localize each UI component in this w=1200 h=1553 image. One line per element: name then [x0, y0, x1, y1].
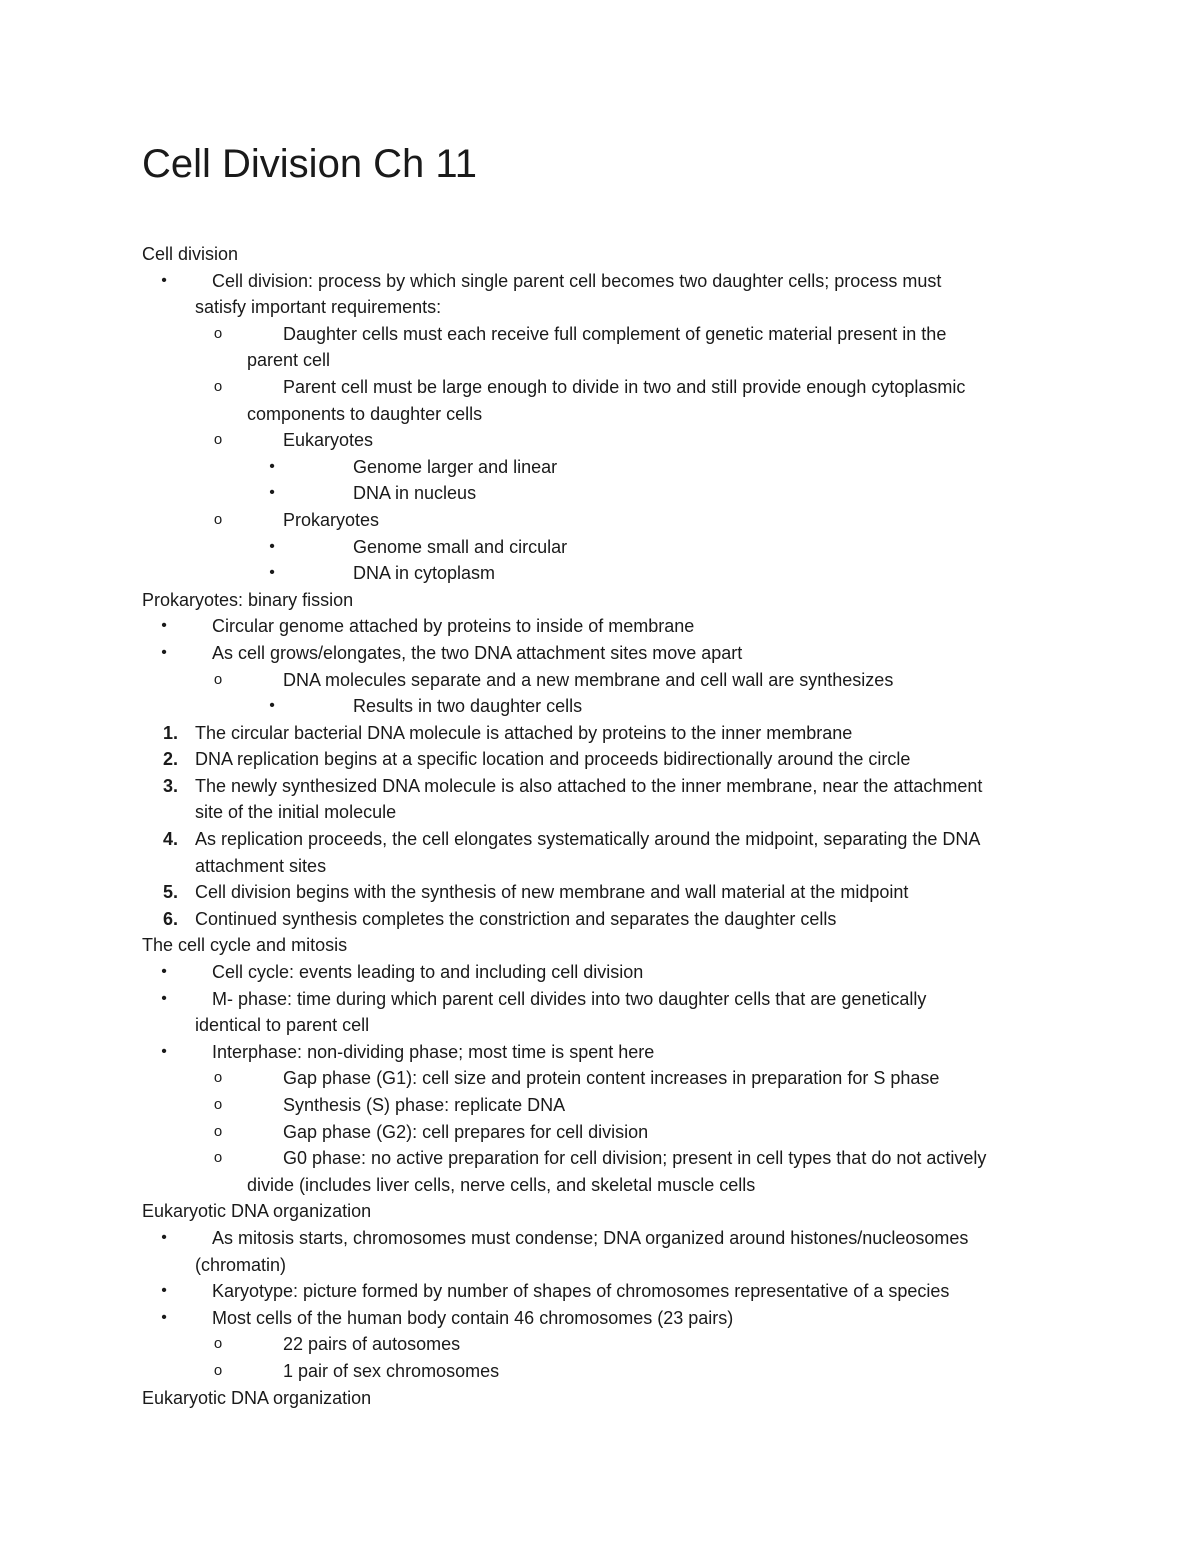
list-item	[0, 1331, 1200, 1358]
circle-bullet-icon: o	[213, 431, 223, 449]
section-heading	[0, 241, 1200, 268]
numbered-item-text: Continued synthesis completes the constriction and separates the daughter cells	[195, 908, 837, 929]
document-body	[0, 241, 1200, 1411]
list-item	[0, 454, 1200, 481]
list-item	[0, 1065, 1200, 1092]
numbered-item	[0, 826, 1200, 853]
step-number: 3.	[162, 775, 178, 796]
section-heading-text: Cell division	[142, 244, 239, 264]
list-item-text: Gap phase (G2): cell prepares for cell division	[283, 1121, 649, 1142]
bullet-icon: •	[269, 484, 275, 502]
list-item-text: (chromatin)	[195, 1254, 287, 1275]
bullet-icon: •	[269, 564, 275, 582]
numbered-item	[0, 720, 1200, 747]
list-item-continuation	[0, 1172, 1200, 1199]
numbered-item	[0, 906, 1200, 933]
step-number: 2.	[162, 749, 178, 770]
list-item-text: Daughter cells must each receive full complement of genetic material present in the	[283, 323, 947, 344]
list-item-text: Gap phase (G1): cell size and protein content increases in preparation for S phase	[283, 1068, 940, 1089]
numbered-item-text: As replication proceeds, the cell elongates systematically around the midpoint, separating the DNA	[195, 829, 981, 850]
list-item	[0, 321, 1200, 348]
list-item	[0, 667, 1200, 694]
list-item-text: Cell division: process by which single parent cell becomes two daughter cells; process must	[212, 270, 942, 291]
bullet-icon: •	[269, 457, 275, 475]
numbered-item	[0, 773, 1200, 800]
numbered-item-text: The newly synthesized DNA molecule is also attached to the inner membrane, near the attachment	[195, 775, 983, 796]
circle-bullet-icon: o	[213, 1335, 223, 1353]
circle-bullet-icon: o	[213, 1096, 223, 1113]
section-heading-text: Eukaryotic DNA organization	[142, 1201, 372, 1222]
list-item-text: DNA in nucleus	[353, 483, 477, 504]
step-number: 1.	[162, 722, 178, 743]
list-item-continuation	[0, 1252, 1200, 1279]
list-item-text: identical to parent cell	[195, 1015, 370, 1036]
list-item	[0, 613, 1200, 640]
list-item	[0, 959, 1200, 986]
list-item	[0, 1305, 1200, 1332]
list-item-text: Interphase: non-dividing phase; most time is spent here	[212, 1041, 655, 1062]
circle-bullet-icon: o	[213, 377, 223, 395]
list-item-continuation	[0, 1012, 1200, 1039]
circle-bullet-icon: o	[213, 1149, 223, 1167]
list-item	[0, 986, 1200, 1013]
list-item-text: Eukaryotes	[283, 430, 374, 451]
section-heading-text: The cell cycle and mitosis	[142, 935, 348, 956]
list-item-continuation	[0, 347, 1200, 374]
list-item	[0, 534, 1200, 561]
circle-bullet-icon: o	[213, 670, 223, 688]
numbered-item-continuation	[0, 853, 1200, 880]
list-item	[0, 268, 1200, 295]
list-item-text: DNA in cytoplasm	[353, 563, 496, 584]
circle-bullet-icon: o	[213, 324, 223, 342]
list-item	[0, 1145, 1200, 1172]
bullet-icon: •	[161, 1308, 167, 1326]
list-item-text: components to daughter cells	[247, 403, 483, 424]
section-heading	[0, 1385, 1200, 1412]
list-item	[0, 1278, 1200, 1305]
list-item	[0, 1225, 1200, 1252]
list-item-text: 22 pairs of autosomes	[283, 1334, 461, 1355]
list-item-text: M- phase: time during which parent cell divides into two daughter cells that are genetically	[212, 988, 927, 1009]
list-item-text: Most cells of the human body contain 46 chromosomes (23 pairs)	[212, 1307, 734, 1328]
step-number: 4.	[162, 829, 178, 850]
section-heading-text: Eukaryotic DNA organization	[142, 1387, 372, 1408]
numbered-item	[0, 879, 1200, 906]
list-item	[0, 507, 1200, 534]
step-number: 6.	[162, 908, 178, 929]
list-item	[0, 1039, 1200, 1066]
list-item-text: 1 pair of sex chromosomes	[283, 1360, 500, 1381]
list-item-text: satisfy important requirements:	[195, 297, 442, 318]
list-item-text: G0 phase: no active preparation for cell division; present in cell types that do not actively	[283, 1148, 987, 1169]
list-item-text: Circular genome attached by proteins to inside of membrane	[212, 616, 695, 637]
numbered-item-continuation	[0, 799, 1200, 826]
bullet-icon: •	[161, 989, 167, 1007]
bullet-icon: •	[161, 1228, 167, 1246]
list-item-text: As mitosis starts, chromosomes must condense; DNA organized around histones/nucleosomes	[212, 1227, 969, 1248]
numbered-item-text: Cell division begins with the synthesis of new membrane and wall material at the midpoint	[195, 882, 909, 903]
section-heading-text: Prokaryotes: binary fission	[142, 589, 354, 610]
list-item	[0, 1119, 1200, 1146]
list-item	[0, 693, 1200, 720]
list-item-text: Genome small and circular	[353, 536, 568, 557]
list-item	[0, 1358, 1200, 1385]
list-item	[0, 640, 1200, 667]
bullet-icon: •	[161, 1282, 167, 1300]
bullet-icon: •	[269, 537, 275, 555]
bullet-icon: •	[161, 271, 167, 289]
document-title: Cell Division Ch 11	[142, 142, 477, 186]
list-item-text: Synthesis (S) phase: replicate DNA	[283, 1095, 566, 1115]
list-item-text: divide (includes liver cells, nerve cells, and skeletal muscle cells	[247, 1174, 756, 1195]
list-item-text: Genome larger and linear	[353, 456, 558, 477]
list-item-text: Prokaryotes	[283, 509, 380, 530]
list-item-text: Cell cycle: events leading to and including cell division	[212, 962, 644, 983]
numbered-item	[0, 746, 1200, 773]
numbered-item-text: site of the initial molecule	[195, 802, 397, 823]
bullet-icon: •	[161, 1042, 167, 1060]
list-item	[0, 560, 1200, 587]
list-item	[0, 374, 1200, 401]
circle-bullet-icon: o	[213, 1122, 223, 1140]
list-item-text: As cell grows/elongates, the two DNA attachment sites move apart	[212, 642, 743, 663]
list-item-text: DNA molecules separate and a new membrane and cell wall are synthesizes	[283, 669, 894, 690]
section-heading	[0, 587, 1200, 614]
circle-bullet-icon: o	[213, 1069, 223, 1087]
bullet-icon: •	[161, 643, 167, 661]
circle-bullet-icon: o	[213, 1361, 223, 1379]
circle-bullet-icon: o	[213, 510, 223, 528]
bullet-icon: •	[269, 697, 275, 715]
section-heading	[0, 932, 1200, 959]
step-number: 5.	[162, 882, 178, 903]
bullet-icon: •	[161, 963, 167, 981]
list-item-text: parent cell	[247, 350, 331, 371]
list-item-text: Results in two daughter cells	[353, 696, 583, 717]
list-item-continuation	[0, 401, 1200, 428]
numbered-item-text: attachment sites	[195, 855, 327, 876]
list-item	[0, 480, 1200, 507]
section-heading	[0, 1198, 1200, 1225]
list-item-text: Parent cell must be large enough to divide in two and still provide enough cytoplasmic	[283, 376, 966, 397]
list-item	[0, 427, 1200, 454]
list-item-text: Karyotype: picture formed by number of shapes of chromosomes representative of a species	[212, 1281, 950, 1302]
list-item-continuation	[0, 294, 1200, 321]
bullet-icon: •	[161, 617, 167, 635]
numbered-item-text: The circular bacterial DNA molecule is attached by proteins to the inner membrane	[195, 722, 853, 743]
numbered-item-text: DNA replication begins at a specific location and proceeds bidirectionally around the circle	[195, 749, 911, 770]
list-item	[0, 1092, 1200, 1119]
